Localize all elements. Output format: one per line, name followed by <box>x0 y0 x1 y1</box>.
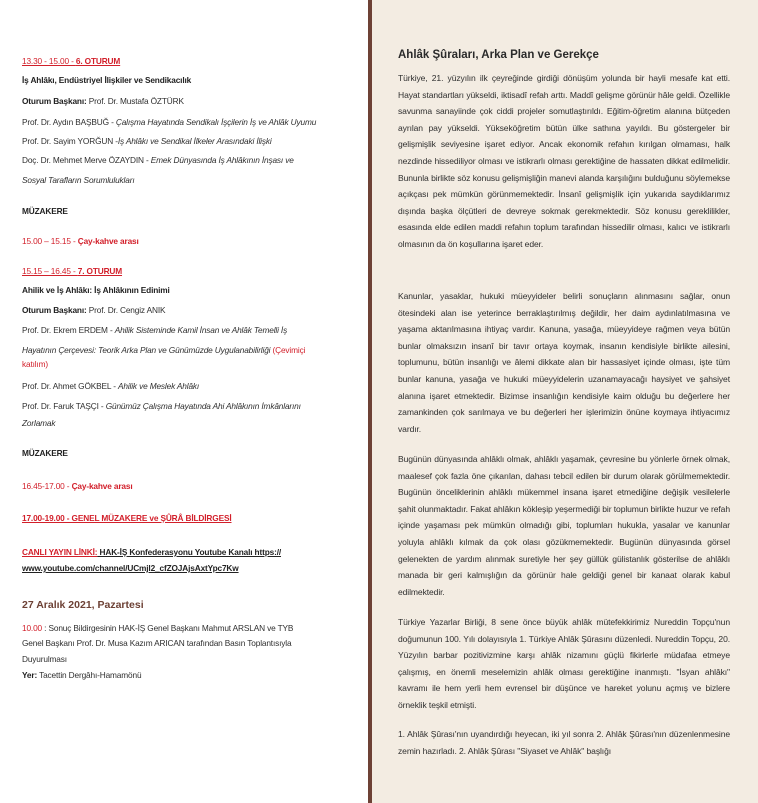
break-2 <box>22 481 352 491</box>
session-6-title: İş Ahlâkı, Endüstriyel İlişkiler ve Sendikacılık <box>22 75 192 85</box>
chair-name: Prof. Dr. Cengiz ANIK <box>86 305 166 315</box>
session-6-header <box>22 56 352 66</box>
online-note: (Çevimiçi <box>270 345 306 355</box>
day-item-cont-1: Genel Başkanı Prof. Dr. Musa Kazım ARICAN tarafından Basın Toplantısıyla <box>22 638 292 648</box>
speaker-name: Prof. Dr. Aydın BAŞBUĞ - <box>22 117 116 127</box>
speaker-name: Prof. Dr. Sayim YORĞUN - <box>22 136 118 146</box>
talk-title: Çalışma Hayatında Sendikalı İşçilerin İş ve Ahlâk Uyumu <box>115 117 317 127</box>
session-7-header <box>22 266 352 276</box>
day-item-cont-2: Duyurulması <box>22 654 67 664</box>
article-title: Ahlâk Şûraları, Arka Plan ve Gerekçe <box>398 49 599 61</box>
day-item <box>22 623 352 633</box>
talk-title: Ahilik Sisteminde Kamil İnsan ve Ahlâk Temelli İş <box>114 325 288 335</box>
talk-title: Emek Dünyasında İş Ahlâkının İnşası ve <box>150 155 294 165</box>
break-1 <box>22 236 352 246</box>
session-6-talk-3 <box>22 155 352 165</box>
session-6-talk-3-cont: Sosyal Tarafların Sorumlulukları <box>22 175 135 185</box>
session-7-time: 15.15 – 16.45 - <box>22 266 78 276</box>
article-paragraph-3: Bugünün dünyasında ahlâklı olmak, ahlâklı yaşamak, çevresine bu yönlerle örnek olmak, maalesef çok fazla öne çıkarılan, dahası tebcil edilen bir durum olarak görülmemektedir. Bugünün önceliklerinin ahlâklı mükemmel insana işaret etmediğine değişik vesilelerle şahit olunmaktadır. Fakat ahlâkın kökleşip yeşermediği bir toplumun birlikte huzur ve refah içinde yaşaması pek mümkün olmadığı gibi, toplumları hukukla, yasalar ve kanunlar yoluyla ahlâklı kılmak da çok olası gözükmemektedir. Bugünün dünyasında görsel gelenekten de yardım alınmak suretiyle her şey güllük gülistanlık gösterilse de ahlâklı manada bir geri kalmışlığın da görünür hale geldiği genel bir kanaat olarak kabul edilmektedir. <box>398 454 730 597</box>
left-page <box>0 0 368 803</box>
break-time: 15.00 – 15.15 - <box>22 236 78 246</box>
talk-title: Hayatının Çerçevesi: Teorik Arka Plan ve Günümüzde Uygulanabilirliği <box>22 345 271 355</box>
session-6-time: 13.30 - 15.00 - <box>22 56 76 66</box>
session-7-talk-2 <box>22 381 352 391</box>
day-item-text: : Sonuç Bildirgesinin HAK-İŞ Genel Başkanı Mahmut ARSLAN ve TYB <box>42 623 294 633</box>
speaker-name: Doç. Dr. Mehmet Merve ÖZAYDIN - <box>22 155 151 165</box>
session-7-talk-1 <box>22 325 352 335</box>
session-6-talk-2 <box>22 136 352 146</box>
article-paragraph-4: Türkiye Yazarlar Birliği, 8 sene önce büyük ahlâk mütefekkirimiz Nureddin Topçu'nun doğumunun 100. Yılı dolayısıyla 1. Türkiye Ahlâk Şûrasını düzenledi. Nureddin Topçu, 20. Yüzyılın barbar pozitivizmine karşı ahlâk nizamını güçlü fikirlerle müdafaa etmeye çalışmış, en önemli meselemizin ahlâk olması gerektiğine inanmıştı. "İsyan ahlâkı" kavramı ile hem yerli hem evrensel bir düşünce ve hareket yolunu açmış ve bizlere örneklik teşkil etmişti. <box>398 617 730 710</box>
live-stream-text[interactable]: HAK-İŞ Konfederasyonu Youtube Kanalı https:// <box>97 547 282 557</box>
place-label: Yer: <box>22 670 38 680</box>
session-7-talk-3-cont: Zorlamak <box>22 418 56 428</box>
talk-title: İş Ahlâkı ve Sendikal İlkeler Arasındaki İlişki <box>117 136 272 146</box>
chair-name: Prof. Dr. Mustafa ÖZTÜRK <box>86 96 184 106</box>
session-7-discussion: MÜZAKERE <box>22 448 68 458</box>
article-paragraph-5: 1. Ahlâk Şûrası'nın uyandırdığı heyecan, iki yıl sonra 2. Ahlâk Şûrası'nın düzenlenmesine zemin hazırladı. 2. Ahlâk Şûrası "Siyaset ve Ahlâk" başlığı <box>398 729 730 756</box>
speaker-name: Prof. Dr. Ekrem ERDEM - <box>22 325 115 335</box>
chair-label: Oturum Başkanı: <box>22 96 87 106</box>
break-time: 16.45-17.00 - <box>22 481 72 491</box>
day-place <box>22 670 352 680</box>
break-label: Çay-kahve arası <box>71 481 133 491</box>
live-stream-label: CANLI YAYIN LİNKİ: <box>22 547 98 557</box>
general-discussion: 17.00-19.00 - GENEL MÜZAKERE ve ŞÛRÂ BİLDİRGESİ <box>22 513 232 523</box>
article-paragraph-2: Kanunlar, yasaklar, hukuki müeyyideler belirli sonuçların alınmasını sağlar, onun ötesindeki alan ise yeterince berraklaştırılmış değildir, her daim aydınlatılmasına ve yaşama aktarılmasına ihtiyaç vardır. Kanuna, yasağa, müeyyideye rağmen veya bütün bunlar olmaksızın insanî bir tavır ortaya koymak, insanın kendisiyle birlikte ailesini, toplumunu, bütün insanlığı ve âlemi dikkate alan bir hassasiyet içinde olması, işte tüm bunlar kanuna, yasağa ve hukuki müeyyidelerin uzanamayacağı haysiyet ve şahsiyet alanına işaret etmektedir. Bizimse insanlığın kendisiyle kaim olduğu bu değerlere her zamankinden çok sarılmaya ve bu değerleri her işlerimizin önüne koymaya ihtiyacımız vardır. <box>398 291 730 434</box>
place-name: Tacettin Dergâhı-Hamamönü <box>37 670 142 680</box>
session-7-talk-1-cont <box>22 345 352 355</box>
speaker-name: Prof. Dr. Ahmet GÖKBEL - <box>22 381 118 391</box>
break-label: Çay-kahve arası <box>77 236 139 246</box>
session-7-chair <box>22 305 352 315</box>
session-6-discussion: MÜZAKERE <box>22 206 68 216</box>
live-stream-link[interactable]: www.youtube.com/channel/UCmjI2_cfZOJAjsAxtYpc7Kw <box>22 563 239 573</box>
live-stream[interactable] <box>22 547 352 557</box>
session-7-label: 7. OTURUM <box>77 266 123 276</box>
day-date: 27 Aralık 2021, Pazartesi <box>22 599 144 611</box>
speaker-name: Prof. Dr. Faruk TAŞÇI - <box>22 401 106 411</box>
talk-title: Günümüz Çalışma Hayatında Ahi Ahlâkının İmkânlarını <box>105 401 301 411</box>
session-6-label: 6. OTURUM <box>75 56 121 66</box>
online-note-cont: katılım) <box>22 359 48 369</box>
talk-title: Ahilik ve Meslek Ahlâkı <box>118 381 200 391</box>
chair-label: Oturum Başkanı: <box>22 305 87 315</box>
session-6-talk-1 <box>22 117 352 127</box>
day-item-time: 10.00 <box>22 623 43 633</box>
article-paragraph-1: Türkiye, 21. yüzyılın ilk çeyreğinde girdiği dönüşüm yolunda bir hayli mesafe kat etti. Hayat standartları yükseldi, iktisadî refah arttı. Maddî gelişme görünür hâle geldi. Özellikle savunma sanayiinde çok ciddi projeler somutlaştırıldı. Eğitim-öğretim alanına bütçeden ayrılan pay yükseldi. Yükseköğretim bütün ülke sathına yayıldı. Bu göstergeler bir gelişmişlik seviyesine işaret ediyor. Ancak ekonomik refahın kırılgan olmaması, halk nezdinde hissediliyor olması ve istikrarlı olması gerektiğine de hassaten dikkat edilmelidir. Bununla birlikte söz konusu gelişmişliğin manevi alanda karşılığını bulduğunu söylemekse açıkçası pek mümkün görünmemektedir. İnsanî gelişmişlik için yukarıda saydıklarımız dışında başka ölçütleri de devreye sokmak gerekmektedir. Söz konusu gereklilikler, esasında elde edilen maddi refahın toplum tarafından hissedilir olması, kalıcı ve istikrarlı olmasının da ön koşullarına işaret eder. <box>398 73 730 249</box>
session-6-chair <box>22 96 352 106</box>
session-7-title: Ahilik ve İş Ahlâkı: İş Ahlâkının Edinimi <box>22 285 170 295</box>
session-7-talk-3 <box>22 401 352 411</box>
